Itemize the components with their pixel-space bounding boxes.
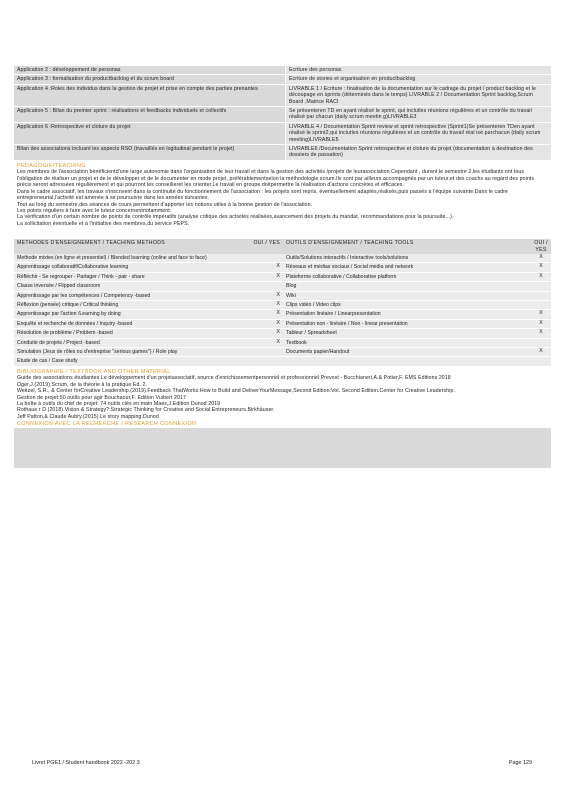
tool-label: Blog <box>283 282 531 291</box>
tool-label: Présentation linéaire / Linearpresentation <box>283 310 531 319</box>
pedagogy-text <box>14 169 551 227</box>
tool-label <box>283 357 531 366</box>
tool-yes-mark: X <box>531 320 551 329</box>
tool-label: Clips vidéo / Video clips <box>283 301 531 310</box>
pedagogy-paragraph: Tout au long du semestre,des séances de cours permettent d'apporter les notions utiles à la bonne gestion de l'association. <box>17 201 313 208</box>
tool-yes-mark: X <box>531 273 551 282</box>
method-label: Classe inversée / Flipped classroom <box>14 282 243 291</box>
method-label: Résolution de problème / Problem -based <box>14 329 243 338</box>
bibliography-heading: BIBLIOGRAPHIE / TEXTBOOK AND OTHER MATERIAL <box>17 368 171 375</box>
pedagogy-heading: PEDAGOGIE/TEACHING <box>17 162 86 169</box>
bibliography-entry: Weitzel, S.R., & Center forCreative Leadership.(2019).Feedback ThatWorks:How to Build and DeliverYourMessage,Second Edition:Vol. Second Edition.Center for Creative Leadership. <box>17 388 456 395</box>
bibliography-list <box>14 375 551 420</box>
method-yes-mark: X <box>243 329 283 338</box>
activity-cell: Bilan des associations incluant les aspects RSO (travaillés en logitudinal pendant le projet) <box>14 145 285 161</box>
pedagogy-paragraph: Les points réguliers à faire avec le tuteur concernentnotamment: <box>17 207 172 214</box>
footer-title: Livret PGE1 / Student handbook 2022 -202 3 <box>32 760 140 766</box>
deliverable-cell: Ecriture des personas <box>285 66 551 75</box>
page-number: Page 129 <box>508 760 532 766</box>
method-yes-mark: X <box>243 339 283 348</box>
pedagogy-paragraph: La sollicitation éventuelle et à l'initiative des membres,du service PEPS. <box>17 220 190 227</box>
bibliography-entry: Guide des associations étudiantes Le développement d'un projetassociatif, source d'enrichissementpersonnel et professionnel Prevost - Bucchianeri,A.& Potier,F. EMS Editions 2018 <box>17 375 451 382</box>
tools-yes-header: OUI / YES <box>531 239 551 254</box>
method-label: Methode mixtes (en ligne et presentiel) / Blended learning (online and face to face) <box>14 254 243 263</box>
method-label: Apprentissage collaboratif/Collaborative learning <box>14 263 243 272</box>
tool-yes-mark <box>531 282 551 291</box>
method-yes-mark <box>243 254 283 263</box>
tool-yes-mark <box>531 292 551 301</box>
tool-label: Outils/Solutions interactifs / Interactive tools/solutions <box>283 254 531 263</box>
bibliography-entry: Gestion de projet:50 outils pour agir Bouchaour,F. Edition Vuibert 2017 <box>17 394 186 401</box>
pedagogy-paragraph: La vérification d'un certain nombre de points de contrôle impératifs (analyse critique des activités réalisées,avancement des projets du mandat, recommandations pour la poursuite...). <box>17 214 454 221</box>
deliverable-cell: Ecriture de stories et organisation en productbacklog <box>285 75 551 84</box>
method-yes-mark: X <box>243 263 283 272</box>
activities-table <box>14 66 551 161</box>
tool-label: Présentation non - linéaire / Non - linear presentation <box>283 320 531 329</box>
research-block <box>14 428 551 468</box>
method-yes-mark: X <box>243 320 283 329</box>
method-label: Apprentissage par les compétences / Competency -based <box>14 292 243 301</box>
method-yes-mark: X <box>243 310 283 319</box>
methods-yes-header: OUI / YES <box>243 239 283 254</box>
tool-label: Réseaux et médias sociaux / Social media and network <box>283 263 531 272</box>
activity-cell: Application 6 :Retrospective et cloture du projet <box>14 123 285 145</box>
method-label: Apprentissage par l'action /Learning by doing <box>14 310 243 319</box>
method-yes-mark <box>243 357 283 366</box>
bibliography-entry: Jeff Patton,& Claude Aubry.(2015).Le story mapping.Dunod <box>17 413 159 420</box>
method-yes-mark <box>243 348 283 357</box>
tool-label: Textbook <box>283 339 531 348</box>
tool-yes-mark <box>531 357 551 366</box>
tool-yes-mark: X <box>531 254 551 263</box>
tool-label: Tableur / Spreadsheet <box>283 329 531 338</box>
page-footer <box>32 760 532 766</box>
activity-cell: Application 5 : Bilan du premier sprint : réalisations et feedbacks individuels et collectifs <box>14 107 285 123</box>
page-content <box>14 66 551 468</box>
method-label: Etude de cas / Case study <box>14 357 243 366</box>
tool-label: Wiki <box>283 292 531 301</box>
method-label: Réflexion (pensée) critique / Critical thinking <box>14 301 243 310</box>
method-label: Simulation (Jeux de rôles ou d'entreprise "serious games") / Role play <box>14 348 243 357</box>
bibliography-entry: Rothaue r D.(2018).Vision & Strategy?:Strategic Thinking for Creative and Social Entrepreneurs.Birkhäuser. <box>17 407 275 414</box>
deliverable-cell: LIVRABLE 1 / Ecriture : finalisation de la documentation sur le cadrage du projet / product backlog et le découpage en sprints (déterminés dans le temps) LIVRABLE 2 / Documentation Sprint backlog,Scrum Board ,Matrice RACI <box>285 85 551 107</box>
tool-label: Plateforme collaborative / Collaborative platform <box>283 273 531 282</box>
bibliography-entry: La boîte à outils du chef de projet: 74 outils clés en main Maes,J.Edition Dunod 2019 <box>17 401 221 408</box>
bibliography-entry: Oger,J.(2019).Scrum, de la théorie à la pratique Ed. 2. <box>17 381 148 388</box>
pedagogy-paragraph: Les membres de l'association bénéficientd'une large autonomie dans l'organisation de leur travail et dans la gestion des activités /projets de leurassociation.Cependant , durant le semestre 2,les étudiants ont tous l'obligation de réaliser un projet et de le développer et de le documenter en mode projet, préférablementselon la méthodologie scrum.Ils sont par ailleurs accompagnés par un tuteur,et des coachs au regard des points précis seront adressées régulièrement et qui pourront les conseilleret les orienter.Le travail en groupe doitpermettre la réalisation d'actions concrètes et efficaces. <box>17 169 535 189</box>
deliverable-cell: LIVRABLE 4 / Documentation Sprint review et sprint retrospective (Sprint1)Se présenteren TDen ayant réalisé le sprint2,qui inclutles réunions régulières et un contrôle du travail réal isé parchacun (daily scrum meeting)LIVRABLE5 <box>285 123 551 145</box>
tool-yes-mark <box>531 301 551 310</box>
activity-cell: Application 2 : développement de personas <box>14 66 285 75</box>
activity-cell: Application 4 :Roles des individus dans la gestion de projet et prise en compte des parties prenantes <box>14 85 285 107</box>
method-yes-mark: X <box>243 292 283 301</box>
method-yes-mark <box>243 282 283 291</box>
activity-cell: Application 3 : formalisation du productbacklog et du scrum board <box>14 75 285 84</box>
deliverable-cell: Se présenteren TD en ayant réalisé le sprint, qui inclutles réunions régulières et un contrôle du travail réalisé par chacun (daily scrum meetin g)LIVRABLE3 <box>285 107 551 123</box>
tool-label: Documents papier/Handout <box>283 348 531 357</box>
tools-col-header: OUTILS D'ENSEIGNEMENT / TEACHING TOOLS <box>283 239 531 254</box>
tool-yes-mark: X <box>531 348 551 357</box>
tool-yes-mark: X <box>531 310 551 319</box>
pedagogy-paragraph: Dans le cadre associatif, les travaux s'inscrivent dans la continuité du fonctionnement de l'association : les projets sont repris, éventuellement adaptés,réalisés,puis passés à l'équipe suivante.Dans le cadre entrepreneurial,l'activité est amenée à se poursuivre dans les années suivantes. <box>17 188 509 202</box>
tool-yes-mark <box>531 339 551 348</box>
tool-yes-mark: X <box>531 263 551 272</box>
method-yes-mark: X <box>243 301 283 310</box>
method-label: Conduite de projets / Project -based <box>14 339 243 348</box>
methods-col-header: METHODES D'ENSEIGNEMENT / TEACHING METHODS <box>14 239 243 254</box>
tool-yes-mark: X <box>531 329 551 338</box>
research-heading: CONNEXION AVEC LA RECHERCHE / RESEARCH CONNEXION <box>17 421 197 428</box>
method-label: Réfléchir - Se regrouper - Partager / Think - pair - share <box>14 273 243 282</box>
deliverable-cell: LIVRABLE6 /Documentation Sprint retrospective et cloture du projet (documentation à destination des dossiers de passation) <box>285 145 551 161</box>
method-label: Enquête et recherche de données / Inquiry -based <box>14 320 243 329</box>
methods-table <box>14 239 551 367</box>
method-yes-mark: X <box>243 273 283 282</box>
